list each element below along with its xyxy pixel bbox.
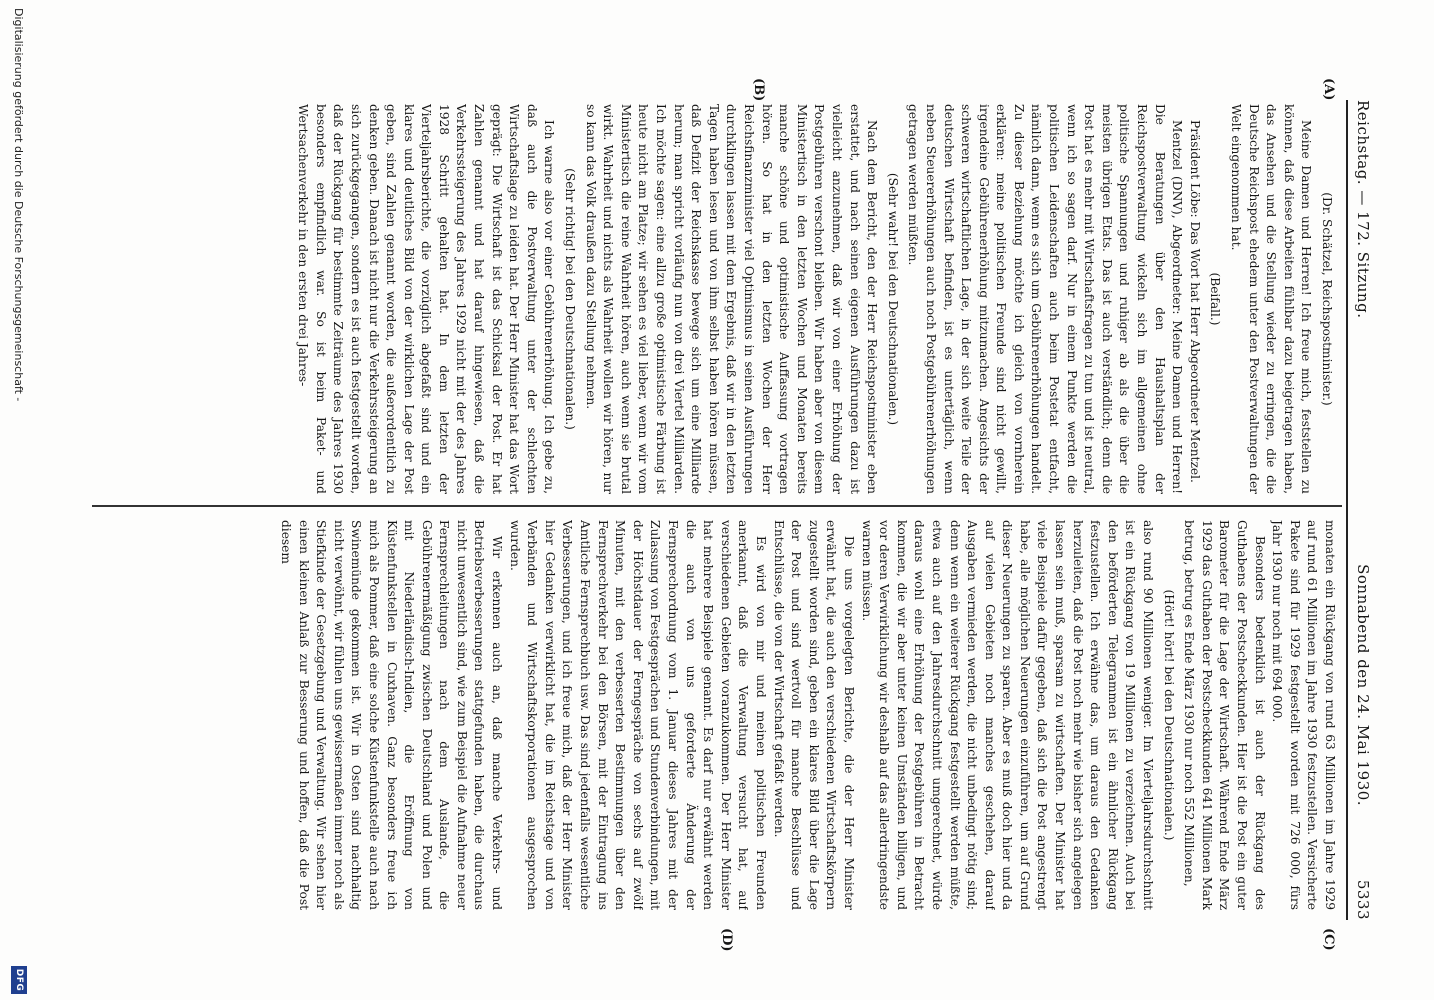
paragraph: monaten ein Rückgang von rund 63 Millionen im Jahre 1929 auf rund 61 Millionen im Jahre 1930 festzustellen. Versicherte Pakete sind für 1929 festgestellt worden mit 726 000, fürs Jahr 1930 nur noch mit 694 000. [1270, 520, 1337, 910]
header-date: Sonnabend den 24. Mai 1930. [1354, 564, 1372, 807]
header-session: Reichstag. — 172. Sitzung. [1354, 100, 1372, 319]
right-column [88, 520, 1338, 910]
header-date-and-page [1354, 564, 1372, 920]
margin-marker-c: (C) [1321, 928, 1336, 951]
paragraph: Es wird von mir und meinen politischen Freunden anerkannt, daß die Verwaltung versucht hat, auf verschiedenen Gebieten voranzukommen. Der Herr Minister hat mehrere Beispiele genannt. Es darf nur erwähnt werden die auch von uns geforderte Änderung der Fernsprechordnung vom 1. Januar dieses Jahres mit der Zulassung von Festgesprächen und Stundenverbindungen, mit der Höchstdauer der Ferngespräche von sechs auf zwölf Minuten, mit den verbesserten Bestimmungen über den Fernsprechverkehr bei den Börsen, mit der Eintragung ins Amtliche Fernsprechbuch usw. Das sind jedenfalls wesentliche Verbesserungen, und ich freue mich, daß der Herr Minister hier Gedanken verwirklicht hat, die im Reichstage und von Verbänden und Wirtschaftskorporationen ausgesprochen wurden. [507, 520, 768, 910]
paragraph: Nach dem Bericht, den der Herr Reichspostminister eben erstattet, und nach seinen eigenen Ausführungen dazu ist vielleicht anzunehmen, daß wir von einer Erhöhung der Postgebühren verschont bleiben. Wir haben aber von diesem Ministertisch in den letzten Wochen und Monaten bereits manche schöne und optimistische Auffassung vortragen hören. So hat in den letzten Wochen der Herr Reichsfinanzminister viel Optimismus in seinen Ausführungen durchklingen lassen mit dem Ergebnis, daß wir in den letzten Tagen haben lesen und von ihm selbst haben hören müssen, daß Defizit der Reichskasse bewege sich um eine Milliarde herum; man spricht vorläufig nun von drei Viertel Milliarden. Ich möchte sagen: eine allzu große optimistische Färbung ist heute nicht am Platze; wir sehen es viel lieber, wenn wir vom Ministertisch die reine Wahrheit hören, auch wenn sie brutal wirkt. Wahrheit und nichts als Wahrheit wollen wir hören, nur so kann das Volk draußen dazu Stellung nehmen. [583, 104, 880, 494]
paragraph: Die uns vorgelegten Berichte, die der Herr Minister erwähnt hat, die auch den verschiedenen Wirtschaftskörpern zugestellt worden sind, geben ein klares Bild über die Lage der Post und sind wertvoll für manche Beschlüsse und Entschlüsse, die von der Wirtschaft gefaßt werden. [771, 520, 856, 910]
interjection: (Sehr richtig! bei den Deutschnationalen.) [563, 168, 578, 430]
paragraph: Besonders bedenklich ist auch der Rückgang des Guthabens der Postscheckkunden. Hier ist die Post ein guter Barometer für die Lage der Wirtschaft. Während Ende März 1929 das Guthaben der Postscheckkunden 641 Millionen Mark betrug, betrug es Ende März 1930 nur noch 552 Millionen, [1182, 520, 1267, 910]
interjection: (Beifall.) [1208, 272, 1223, 326]
interjection: (Hört! hört! bei den Deutschnationalen.) [1161, 589, 1176, 841]
dfg-logo: DFG [11, 966, 27, 994]
left-column [88, 104, 1338, 494]
digitization-credit [5, 0, 31, 1000]
paragraph: Ich warne also vor einer Gebührenerhöhung. Ich gebe zu, daß auch die Postverwaltung unter der schlechten Wirtschaftslage zu leiden hat. Der Herr Minister hat das Wort geprägt: Die Wirtschaft ist das Schicksal der Post. Er hat Zahlen genannt und hat darauf hingewiesen, daß die Verkehrssteigerung des Jahres 1929 nicht mit der des Jahres 1928 Schritt gehalten hat. In dem letzten der Vierteljahrsberichte, die vorzüglich abgefaßt sind und ein klares und deutliches Bild von der wirklichen Lage der Post geben, sind Zahlen genannt worden, die außerordentlich zu denken geben. Danach ist nicht nur die Verkehrssteigerung an sich zurückgegangen, sondern es ist auch festgestellt worden, daß der Rückgang für bestimmte Zeiträume des Jahres 1930 besonders empfindlich war. So ist beim Paket- und Wertsachenverkehr in den ersten drei Jahres- [296, 104, 557, 494]
column-divider [92, 505, 1342, 507]
paragraph: Mentzel (DNV), Abgeordneter: Meine Damen und Herren! Die Beratungen über den Haushaltsplan der Reichspostverwaltung wickeln sich im allgemeinen ohne politische Spannungen und ruhiger ab als die über die meisten übrigen Etats. Das ist auch verständlich; denn die Post hat es mehr mit Wirtschaftsfragen zu tun und ist neutral, wenn ich so sagen darf. Nur in einem Punkte werden die politischen Leidenschaften auch beim Postetat entfacht, nämlich dann, wenn es sich um Gebührenerhöhungen handelt. Zu dieser Beziehung möchte ich gleich von vornherein erklären: meine politischen Freunde sind nicht gewillt, irgendeine Gebührenerhöhung mitzumachen. Angesichts der schweren wirtschaftlichen Lage, in der sich weite Teile der deutschen Wirtschaft befinden, ist es untertäglich, wenn neben Steuererhöhungen auch noch Postgebührenerhöhungen getragen werden müßten. [906, 104, 1185, 494]
paragraph: Wir erkennen auch an, daß manche Verkehrs- und Betriebsverbesserungen stattgefunden haben, die durchaus nicht unwesentlich sind, wie zum Beispiel die Aufnahme neuer Fernsprechleitungen nach dem Auslande, die Gebührenermäßigung zwischen Deutschland und Polen und mit Niederländisch-Indien, die Eröffnung von Küstenfunkstellen in Cuxhaven. Ganz besonders freue ich mich als Pommer, daß eine solche Küstenfunkstelle auch nach Swinemünde gekommen ist. Wir in Osten sind nachhaltig nicht verwöhnt, wir fühlen uns gewissermaßen immer noch als Stiefkinde der Gesetzgebung und Verwaltung. Wir sehen hier einen kleinen Anlaß zur Besserung und hoffen, daß die Post diesem [278, 520, 505, 910]
paragraph: Präsident Löbe: Das Wort hat Herr Abgeordneter Mentzel. [1187, 120, 1202, 483]
paragraph: Meine Damen und Herren! Ich freue mich, feststellen zu können, daß diese Arbeiten fühlbar dazu beigetragen haben, das Ansehen und die Stellung wieder zu erringen, die die Deutsche Reichspost ehedem unter den Postverwaltungen der Welt eingenommen hat. [1229, 104, 1314, 494]
paragraph: also rund 90 Millionen weniger. Im Vierteljahrsdurchschnitt ist ein Rückgang von 19 Millionen zu verzeichnen. Auch bei den beförderten Telegrammen ist ein ähnlicher Rückgang festzustellen. Ich erwähne das, um daraus den Gedanken herzuleiten, daß die Post noch mehr wie bisher sich angelegen lassen sein muß, sparsam zu wirtschaften. Der Minister hat viele Beispiele dafür gegeben, daß sich die Post angestrengt habe, alle möglichen Neuerungen einzuführen, um auf Grund dieser Neuerungen zu sparen. Aber es muß doch hier und da auf vielen Gebieten noch manches geschehen, darauf Ausgaben vermieden werden, die nicht unbedingt nötig sind; denn wenn ein weiterer Rückgang festgestellt werden müßte, etwa auch auf den Jahresdurchschnitt umgerechnet, würde daraus wohl eine Erhöhung der Postgebühren in Betracht kommen, die wir aber unter keinen Umständen billigen, und vor deren Verwirklichung wir deshalb auf das allerdringendste warnen müssen. [859, 520, 1156, 910]
margin-marker-d: (D) [719, 928, 734, 952]
page-number: 5333 [1354, 879, 1372, 920]
speaker-line: (Dr. Schätzel, Reichspostminister.) [1320, 192, 1334, 406]
header-rule [1346, 100, 1348, 920]
interjection: (Sehr wahr! bei den Deutschnationalen.) [885, 172, 900, 426]
credit-text: Digitalisierung gefördert durch die Deutsche Forschungsgemeinschaft - [12, 8, 25, 402]
margin-marker-a: (A) [1321, 78, 1336, 101]
margin-marker-b: (B) [751, 78, 766, 102]
page-header [1348, 100, 1372, 920]
